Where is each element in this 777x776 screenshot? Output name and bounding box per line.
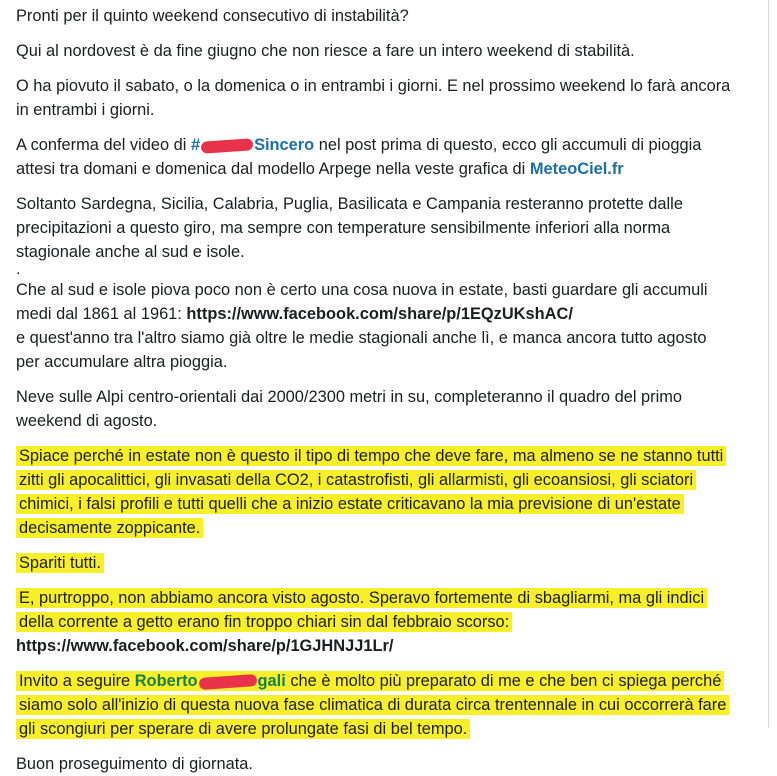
separator-dot	[16, 261, 763, 278]
paragraph-text: A conferma del video di	[16, 136, 191, 154]
highlighted-text: zitti gli apocalittici, gli invasati della CO2, i catastrofisti, gli allarmisti, gli ecoansiosi, gli sciatori	[16, 470, 696, 490]
mention-hash: #	[190, 136, 201, 154]
paragraph-text: per accumulare altra pioggia.	[16, 353, 228, 371]
mention-name: gali	[257, 672, 286, 690]
paragraph-4	[16, 133, 763, 181]
mention-name: Sincero	[254, 136, 315, 154]
paragraph-11-highlighted	[16, 669, 763, 741]
highlighted-text: della corrente a getto erano fin troppo chiari sin dal febbraio scorso:	[16, 612, 512, 632]
paragraph-text: Neve sulle Alpi centro-orientali dai 2000/2300 metri in su, completeranno il quadro del primo	[16, 388, 683, 406]
dot-text: .	[16, 261, 21, 278]
highlighted-text: Invito a seguire	[19, 672, 135, 690]
paragraph-5	[16, 192, 763, 264]
highlighted-text: gli scongiuri per sperare di avere prolungate fasi di bel tempo.	[16, 719, 470, 739]
paragraph-6	[16, 278, 763, 374]
meteociel-link[interactable]: MeteoCiel.fr	[529, 160, 624, 178]
paragraph-text: stagionale anche al sud e isole.	[16, 243, 245, 261]
paragraph-line	[16, 492, 763, 516]
paragraph-text: precipitazioni a questo giro, ma sempre con temperature sensibilmente inferiori alla norma	[16, 219, 671, 237]
divider	[768, 0, 769, 728]
mention-name: Roberto	[134, 672, 198, 690]
paragraph-text: medi dal 1861 al 1961:	[16, 305, 187, 323]
highlighted-text: Spiace perché in estate non è questo il tipo di tempo che deve fare, ma almeno se ne stanno tutti	[16, 446, 726, 466]
redaction-mark	[198, 674, 257, 690]
highlighted-line	[16, 671, 724, 691]
paragraph-2	[16, 39, 763, 63]
paragraph-text: Che al sud e isole piova poco non è certo una cosa nuova in estate, basti guardare gli accumuli	[16, 281, 708, 299]
mention-link[interactable]	[191, 136, 314, 154]
paragraph-3	[16, 74, 763, 122]
paragraph-line	[16, 634, 763, 658]
highlighted-text: E, purtroppo, non abbiamo ancora visto agosto. Speravo fortemente di sbagliarmi, ma gli indici	[16, 588, 707, 608]
paragraph-line	[16, 551, 763, 575]
paragraph-text: weekend di agosto.	[16, 412, 158, 430]
paragraph-line	[16, 133, 763, 157]
highlighted-text: chimici, i falsi profili e tutti quelli che a inizio estate criticavano la mia previsione di un'estate	[16, 494, 684, 514]
highlighted-text: che è molto più preparato di me e che ben ci spiega perché	[285, 672, 722, 690]
facebook-share-link[interactable]: https://www.facebook.com/share/p/1EQzUKshAC/	[186, 305, 573, 323]
paragraph-line	[16, 302, 763, 326]
paragraph-line	[16, 610, 763, 634]
facebook-share-link[interactable]: https://www.facebook.com/share/p/1GJHNJJ1Lr/	[16, 637, 394, 655]
paragraph-text: O ha piovuto il sabato, o la domenica o in entrambi i giorni. E nel prossimo weekend lo farà ancora	[16, 77, 731, 95]
paragraph-text: in entrambi i giorni.	[16, 101, 155, 119]
paragraph-12	[16, 752, 763, 776]
paragraph-line	[16, 693, 763, 717]
paragraph-8-highlighted	[16, 444, 763, 540]
paragraph-text: nel post prima di questo, ecco gli accumuli di pioggia	[314, 136, 702, 154]
paragraph-line	[16, 157, 763, 181]
highlighted-text: Spariti tutti.	[16, 553, 104, 573]
paragraph-line	[16, 516, 763, 540]
paragraph-line	[16, 468, 763, 492]
paragraph-text: attesi tra domani e domenica dal modello Arpege nella veste grafica di	[16, 160, 530, 178]
mention-link[interactable]	[135, 672, 286, 690]
paragraph-line	[16, 717, 763, 741]
paragraph-line	[16, 444, 763, 468]
paragraph-text: Qui al nordovest è da fine giugno che non riesce a fare un intero weekend di stabilità.	[16, 42, 635, 60]
paragraph-text: e quest'anno tra l'altro siamo già oltre le medie stagionali anche lì, e manca ancora tutto agosto	[16, 329, 707, 347]
redaction-mark	[201, 138, 254, 154]
paragraph-9-highlighted	[16, 551, 763, 575]
paragraph-1	[16, 4, 763, 28]
paragraph-text: Soltanto Sardegna, Sicilia, Calabria, Puglia, Basilicata e Campania resteranno protette dalle	[16, 195, 683, 213]
paragraph-10-highlighted	[16, 586, 763, 658]
highlighted-text: decisamente zoppicante.	[16, 518, 203, 538]
paragraph-line	[16, 586, 763, 610]
paragraph-7	[16, 385, 763, 433]
highlighted-text: siamo solo all'inizio di questa nuova fase climatica di durata circa trentennale in cui occorrerà fare	[16, 695, 729, 715]
paragraph-text: Pronti per il quinto weekend consecutivo di instabilità?	[16, 7, 409, 25]
paragraph-text: Buon proseguimento di giornata.	[16, 755, 253, 773]
paragraph-line	[16, 669, 763, 693]
